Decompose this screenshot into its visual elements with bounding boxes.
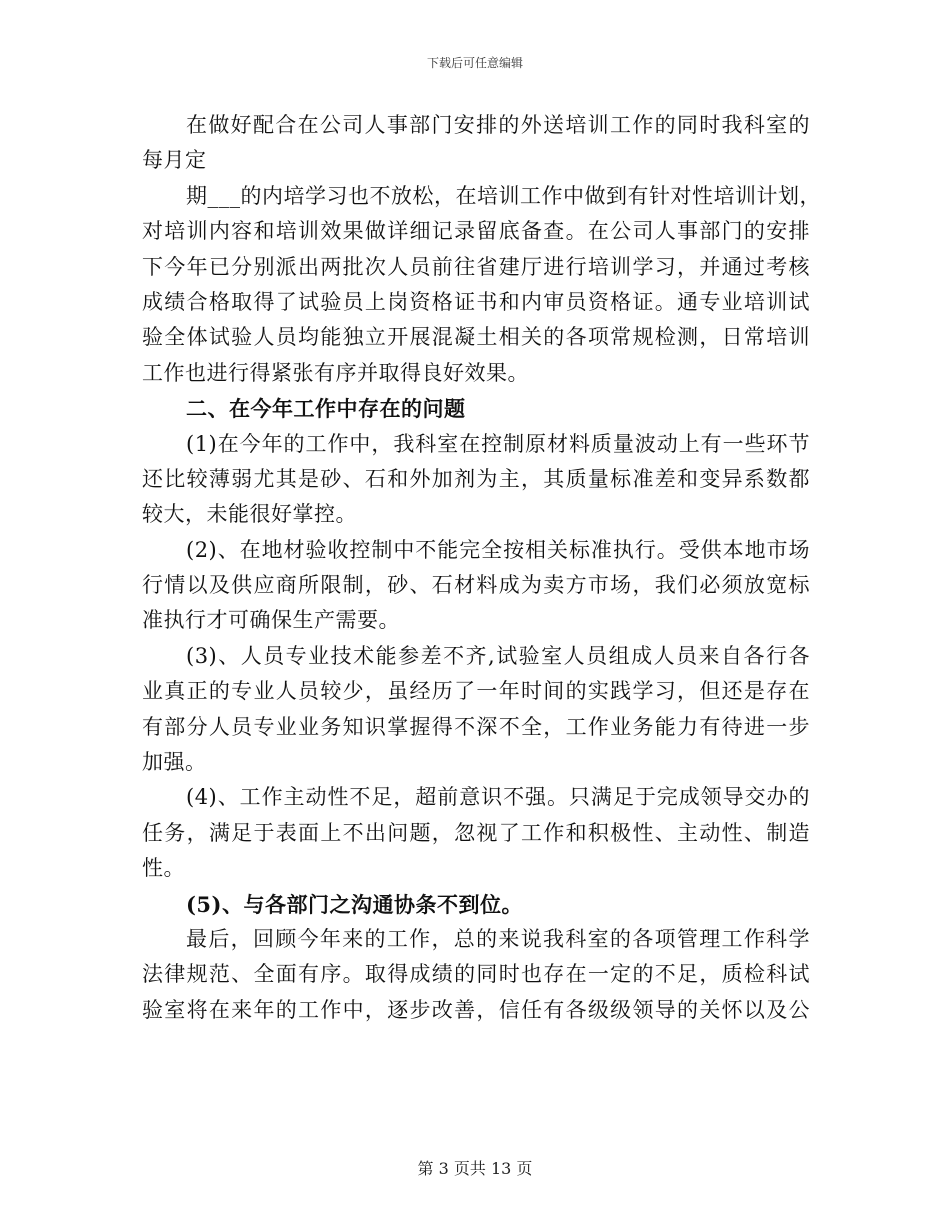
text-line: 性。 xyxy=(142,856,185,881)
text-line: (1)在今年的工作中，我科室在控制原材料质量波动上有一些环节 xyxy=(186,431,810,456)
page-header: 下载后可任意编辑 xyxy=(426,56,523,70)
text-line: 有部分人员专业业务知识掌握得不深不全，工作业务能力有待进一步 xyxy=(142,714,810,739)
text-line: 成绩合格取得了试验员上岗资格证书和内审员资格证。通专业培训试 xyxy=(142,289,810,314)
text-line: (4)、工作主动性不足，超前意识不强。只满足于完成领导交办的 xyxy=(186,785,810,810)
text-line: 行情以及供应商所限制，砂、石材料成为卖方市场，我们必须放宽标 xyxy=(142,573,810,598)
section-heading: (5)、与各部门之沟通协条不到位。 xyxy=(186,891,523,917)
text-line: 下今年已分别派出两批次人员前往省建厅进行培训学习，并通过考核 xyxy=(142,254,810,279)
text-line: 验室将在来年的工作中，逐步改善，信任有各级级领导的关怀以及公 xyxy=(142,997,810,1022)
document-body xyxy=(142,108,821,1028)
text-line: 工作也进行得紧张有序并取得良好效果。 xyxy=(142,360,529,385)
text-line: 较大，未能很好掌控。 xyxy=(142,502,357,527)
text-line: 加强。 xyxy=(142,750,207,775)
text-line: 最后，回顾今年来的工作，总的来说我科室的各项管理工作科学 xyxy=(186,926,810,951)
text-line: 准执行才可确保生产需要。 xyxy=(142,608,400,633)
text-line: 对培训内容和培训效果做详细记录留底备查。在公司人事部门的安排 xyxy=(142,219,810,244)
text-line: 期___的内培学习也不放松，在培训工作中做到有针对性培训计划， xyxy=(186,183,821,208)
page-footer: 第 3 页共 13 页 xyxy=(417,1159,533,1178)
text-line: 验全体试验人员均能独立开展混凝土相关的各项常规检测，日常培训 xyxy=(142,325,810,350)
text-line: 任务，满足于表面上不出问题，忽视了工作和积极性、主动性、制造 xyxy=(142,820,810,845)
text-line: 法律规范、全面有序。取得成绩的同时也存在一定的不足，质检科试 xyxy=(142,962,810,987)
section-heading: 二、在今年工作中存在的问题 xyxy=(186,396,466,422)
text-line: (3)、人员专业技术能参差不齐,试验室人员组成人员来自各行各 xyxy=(186,643,810,668)
text-line: (2)、在地材验收控制中不能完全按相关标准执行。受供本地市场 xyxy=(186,537,810,562)
text-line: 还比较薄弱尤其是砂、石和外加剂为主，其质量标准差和变异系数都 xyxy=(142,466,810,491)
text-line: 每月定 xyxy=(142,148,207,173)
text-line: 业真正的专业人员较少，虽经历了一年时间的实践学习，但还是存在 xyxy=(142,679,810,704)
text-line: 在做好配合在公司人事部门安排的外送培训工作的同时我科室的 xyxy=(186,113,810,137)
